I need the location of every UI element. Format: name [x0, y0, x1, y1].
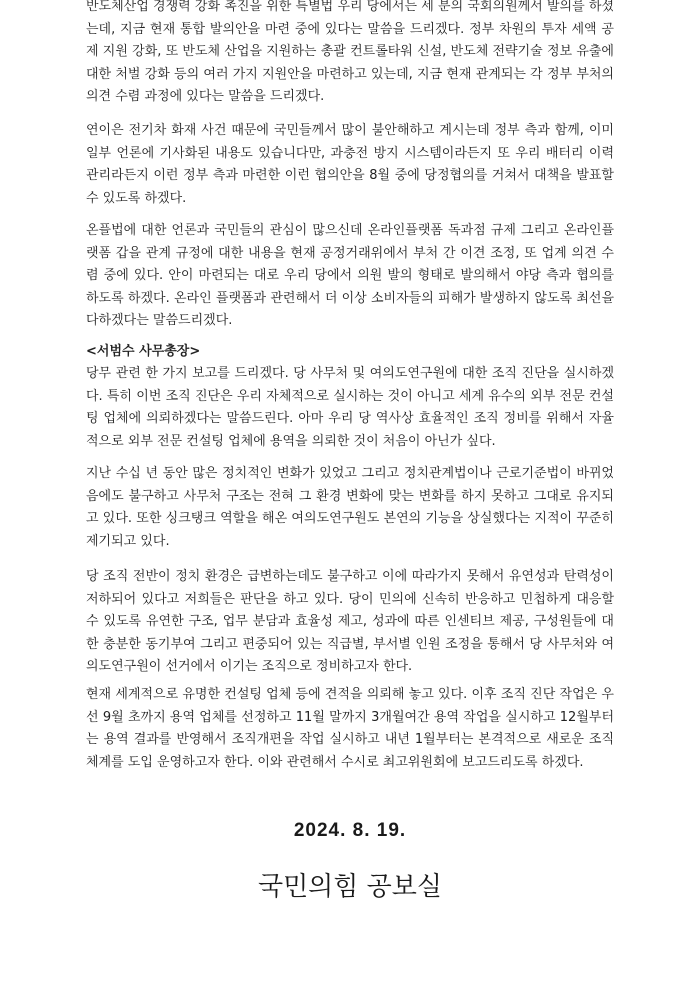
release-date: 2024. 8. 19. — [293, 820, 407, 841]
speaker-heading: <서범수 사무총장> — [86, 344, 201, 359]
paragraph-reorganization-goals: 당 조직 전반이 정치 환경은 급변하는데도 불구하고 이에 따라가지 못해서 유연성과 탄력성이 저하되어 있다고 저희들은 판단을 하고 있다. 당이 민의에 신속히 반응하고 민첩하게 대응할 수 있도록 유연한 구조, 업무 분담과 효율성 제고, 성과에 따른 인센티브 제공, 구성원들에 대한 충분한 동기부여 그리고 편중되어 있는 직급별, 부서별 인원 조정을 통해서 당 사무처와 여의도연구원이 선거에서 이기는 조직으로 정비하고자 한다. — [86, 569, 615, 674]
issuing-office: 국민의힘 공보실 — [257, 872, 443, 902]
paragraph-schedule: 현재 세계적으로 유명한 컨설팅 업체 등에 견적을 의뢰해 놓고 있다. 이후 조직 진단 작업은 우선 9월 초까지 용역 업체를 선정하고 11월 말까지 3개월여간 용역 작업을 실시하고 12월부터는 용역 결과를 반영해서 조직개편을 작업 실시하고 내년 1월부터는 본격적으로 새로운 조직 체계를 도입 운영하고자 한다. 이와 관련해서 수시로 최고위원회에 보고드리도록 하겠다. — [86, 687, 614, 770]
paragraph-semiconductor-bill: 반도체산업 경쟁력 강화 촉진을 위한 특별법 우리 당에서는 세 분의 국회의원께서 발의를 하셨는데, 지금 현재 통합 발의안을 마련 중에 있다는 말씀을 드리겠다. 정부 차원의 투자 세액 공제 지원 강화, 또 반도체 산업을 지원하는 총괄 컨트롤타워 신설, 반도체 전략기술 정보 유출에 대한 처벌 강화 등의 여러 가지 지원안을 마련하고 있는데, 지금 현재 관계되는 각 정부 부처의 의견 수렴 과정에 있다는 말씀을 드리겠다. — [86, 0, 614, 104]
paragraph-ev-fire-measures: 연이은 전기차 화재 사건 때문에 국민들께서 많이 불안해하고 계시는데 정부 측과 함께, 이미 일부 언론에 기사화된 내용도 있습니다만, 과충전 방지 시스템이라든지 또 우리 배터리 이력 관리라든지 이런 정부 측과 마련한 이런 협의안을 8월 중에 당정협의를 거쳐서 대책을 발표할 수 있도록 하겠다. — [86, 123, 614, 206]
paragraph-organization-diagnosis: 당무 관련 한 가지 보고를 드리겠다. 당 사무처 및 여의도연구원에 대한 조직 진단을 실시하겠다. 특히 이번 조직 진단은 우리 자체적으로 실시하는 것이 아니고 세계 유수의 외부 전문 컨설팅 업체에 의뢰하겠다는 말씀드린다. 아마 우리 당 역사상 효율적인 조직 정비를 위해서 자율적으로 외부 전문 컨설팅 업체에 용역을 의뢰한 것이 처음이 아닌가 싶다. — [86, 366, 614, 449]
paragraph-structural-stagnation: 지난 수십 년 동안 많은 정치적인 변화가 있었고 그리고 정치관계법이나 근로기준법이 바뀌었음에도 불구하고 사무처 구조는 전혀 그 환경 변화에 맞는 변화를 하지 못하고 그대로 유지되고 있다. 또한 싱크탱크 역할을 해온 여의도연구원도 본연의 기능을 상실했다는 지적이 꾸준히 제기되고 있다. — [86, 466, 614, 549]
paragraph-online-platform-act: 온플법에 대한 언론과 국민들의 관심이 많으신데 온라인플랫폼 독과점 규제 그리고 온라인플랫폼 갑을 관계 규정에 대한 내용을 현재 공정거래위에서 부처 간 이견 조정, 또 업계 의견 수렴 중에 있다. 안이 마련되는 대로 우리 당에서 의원 발의 형태로 발의해서 야당 측과 협의를 하도록 하겠다. 온라인 플랫폼과 관련해서 더 이상 소비자들의 피해가 발생하지 않도록 최선을 다하겠다는 말씀드리겠다. — [86, 223, 614, 328]
